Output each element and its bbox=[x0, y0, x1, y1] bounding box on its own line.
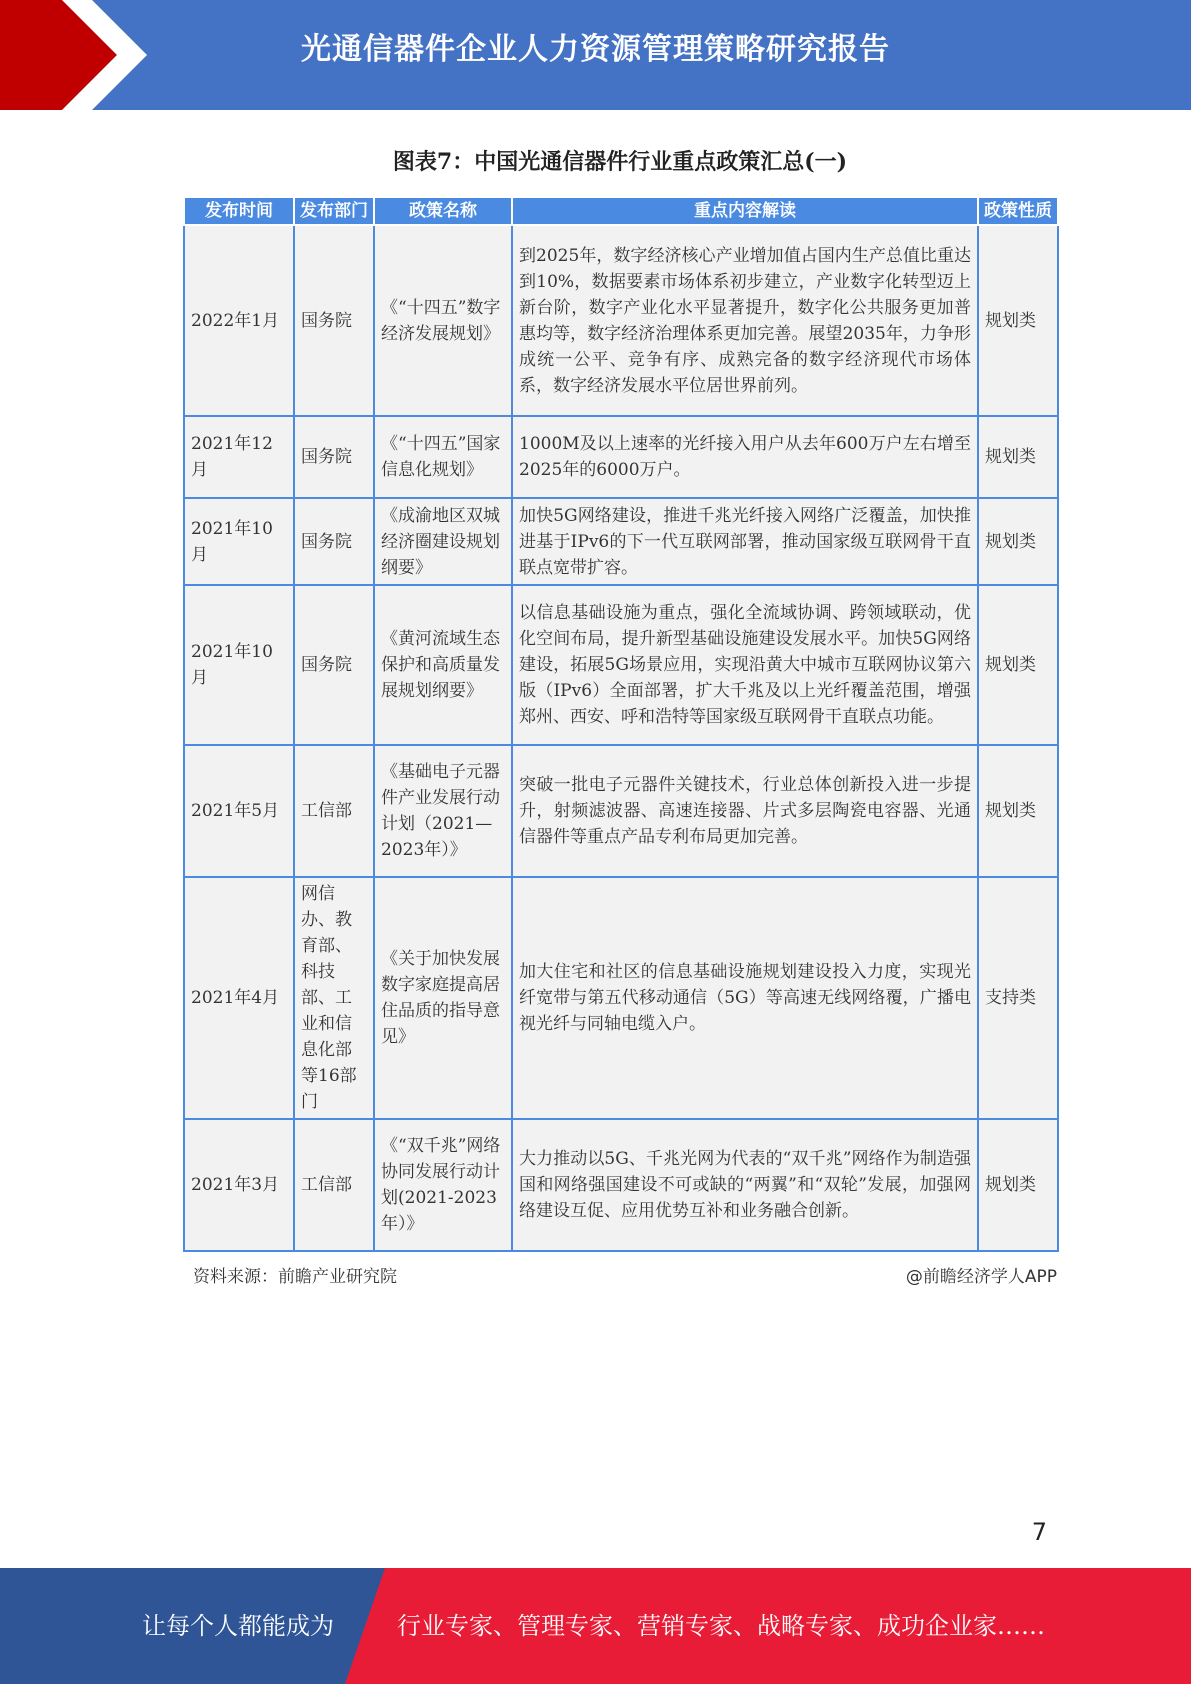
cell-date: 2021年12月 bbox=[184, 416, 294, 498]
header-content: 重点内容解读 bbox=[512, 197, 978, 225]
cell-date: 2021年5月 bbox=[184, 745, 294, 877]
header-name: 政策名称 bbox=[374, 197, 512, 225]
source-note: 资料来源：前瞻产业研究院 bbox=[193, 1267, 397, 1287]
credit-note: @前瞻经济学人APP bbox=[905, 1267, 1057, 1287]
header-banner bbox=[0, 0, 1191, 110]
table-row bbox=[184, 877, 1058, 1119]
cell-name: 《成渝地区双城经济圈建设规划纲要》 bbox=[374, 498, 512, 585]
cell-name: 《关于加快发展数字家庭提高居住品质的指导意见》 bbox=[374, 877, 512, 1119]
footer-banner bbox=[0, 1568, 1191, 1684]
table-row bbox=[184, 585, 1058, 745]
report-title: 光通信器件企业人力资源管理策略研究报告 bbox=[301, 32, 890, 67]
cell-type: 规划类 bbox=[978, 225, 1058, 416]
cell-type: 规划类 bbox=[978, 498, 1058, 585]
cell-content: 大力推动以5G、千兆光网为代表的“双千兆”网络作为制造强国和网络强国建设不可或缺的“两翼”和“双轮”发展，加强网络建设互促、应用优势互补和业务融合创新。 bbox=[512, 1119, 978, 1251]
cell-dept: 工信部 bbox=[294, 745, 374, 877]
figure-title: 图表7：中国光通信器件行业重点政策汇总(一) bbox=[392, 149, 848, 175]
header-type: 政策性质 bbox=[978, 197, 1058, 225]
cell-dept: 网信办、教育部、科技部、工业和信息化部等16部门 bbox=[294, 877, 374, 1119]
cell-date: 2022年1月 bbox=[184, 225, 294, 416]
cell-dept: 国务院 bbox=[294, 225, 374, 416]
policy-table bbox=[183, 196, 1059, 1252]
cell-content: 加大住宅和社区的信息基础设施规划建设投入力度，实现光纤宽带与第五代移动通信（5G）等高速无线网络覆，广播电视光纤与同轴电缆入户。 bbox=[512, 877, 978, 1119]
footer-slogan-right: 行业专家、管理专家、营销专家、战略专家、成功企业家…… bbox=[397, 1612, 1045, 1640]
table-row bbox=[184, 416, 1058, 498]
cell-name: 《“十四五”国家信息化规划》 bbox=[374, 416, 512, 498]
cell-date: 2021年10月 bbox=[184, 498, 294, 585]
cell-date: 2021年10月 bbox=[184, 585, 294, 745]
cell-type: 规划类 bbox=[978, 585, 1058, 745]
table-row bbox=[184, 1119, 1058, 1251]
cell-date: 2021年4月 bbox=[184, 877, 294, 1119]
cell-content: 到2025年，数字经济核心产业增加值占国内生产总值比重达到10%，数据要素市场体系初步建立，产业数字化转型迈上新台阶，数字产业化水平显著提升，数字化公共服务更加普惠均等，数字经济治理体系更加完善。展望2035年，力争形成统一公平、竞争有序、成熟完备的数字经济现代市场体系，数字经济发展水平位居世界前列。 bbox=[512, 225, 978, 416]
cell-dept: 国务院 bbox=[294, 585, 374, 745]
cell-name: 《黄河流域生态保护和高质量发展规划纲要》 bbox=[374, 585, 512, 745]
cell-content: 1000M及以上速率的光纤接入用户从去年600万户左右增至2025年的6000万户。 bbox=[512, 416, 978, 498]
table-row bbox=[184, 225, 1058, 416]
cell-name: 《“十四五”数字经济发展规划》 bbox=[374, 225, 512, 416]
table-header-row bbox=[184, 197, 1058, 225]
table-row bbox=[184, 498, 1058, 585]
cell-date: 2021年3月 bbox=[184, 1119, 294, 1251]
cell-type: 规划类 bbox=[978, 745, 1058, 877]
cell-dept: 国务院 bbox=[294, 416, 374, 498]
header-date: 发布时间 bbox=[184, 197, 294, 225]
cell-name: 《基础电子元器件产业发展行动计划（2021—2023年）》 bbox=[374, 745, 512, 877]
header-dept: 发布部门 bbox=[294, 197, 374, 225]
cell-content: 突破一批电子元器件关键技术，行业总体创新投入进一步提升，射频滤波器、高速连接器、片式多层陶瓷电容器、光通信器件等重点产品专利布局更加完善。 bbox=[512, 745, 978, 877]
cell-type: 规划类 bbox=[978, 416, 1058, 498]
cell-name: 《“双千兆”网络协同发展行动计划(2021-2023年）》 bbox=[374, 1119, 512, 1251]
cell-content: 加快5G网络建设，推进千兆光纤接入网络广泛覆盖，加快推进基于IPv6的下一代互联网部署，推动国家级互联网骨干直联点宽带扩容。 bbox=[512, 498, 978, 585]
table-row bbox=[184, 745, 1058, 877]
cell-type: 规划类 bbox=[978, 1119, 1058, 1251]
cell-content: 以信息基础设施为重点，强化全流域协调、跨领域联动，优化空间布局，提升新型基础设施建设发展水平。加快5G网络建设，拓展5G场景应用，实现沿黄大中城市互联网协议第六版（IPv6）全面部署，扩大千兆及以上光纤覆盖范围，增强郑州、西安、呼和浩特等国家级互联网骨干直联点功能。 bbox=[512, 585, 978, 745]
cell-dept: 国务院 bbox=[294, 498, 374, 585]
cell-type: 支持类 bbox=[978, 877, 1058, 1119]
page-number: 7 bbox=[1031, 1518, 1047, 1546]
footer-slogan-left: 让每个人都能成为 bbox=[142, 1612, 334, 1640]
cell-dept: 工信部 bbox=[294, 1119, 374, 1251]
